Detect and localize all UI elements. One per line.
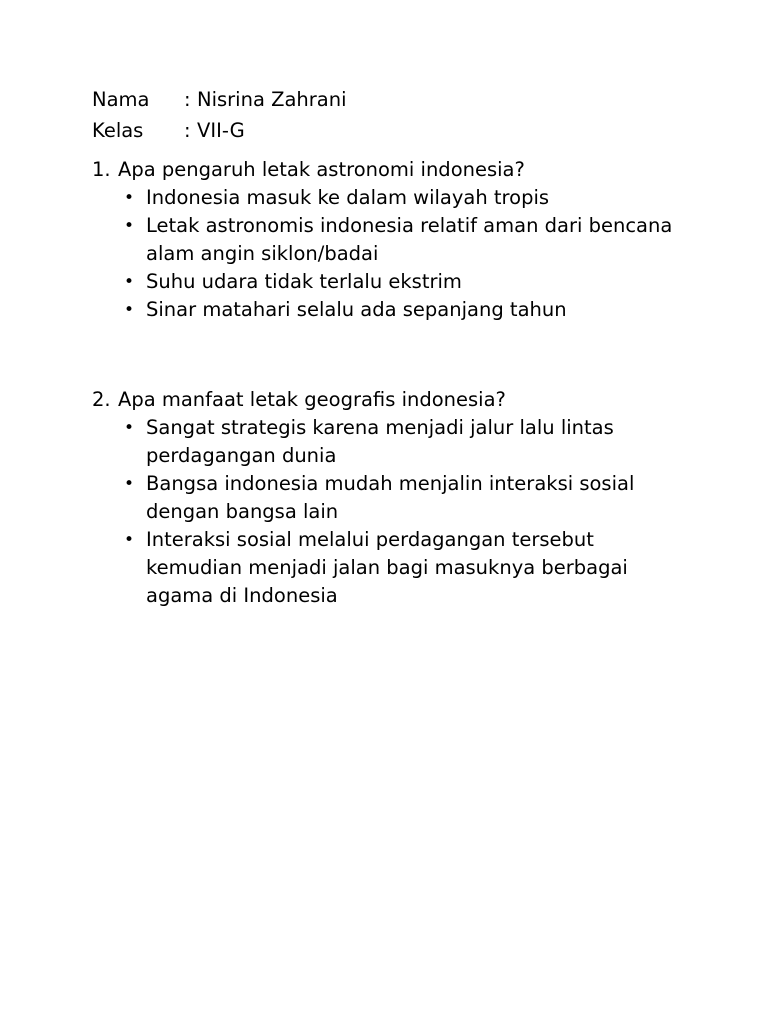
bullet-icon: • [124, 300, 135, 320]
document-body [92, 84, 692, 610]
student-name-label: Nama [92, 88, 150, 111]
question-1-text: Apa pengaruh letak astronomi indonesia? [118, 158, 525, 181]
list-item-text: Suhu udara tidak terlalu ekstrim [146, 270, 462, 293]
list-item [92, 526, 692, 610]
question-1-row [92, 156, 692, 184]
question-block-2 [92, 386, 692, 610]
list-item-text: Letak astronomis indonesia relatif aman dari bencana alam angin siklon/badai [146, 214, 673, 265]
student-class-label: Kelas [92, 119, 144, 142]
student-info-block [92, 84, 692, 146]
list-item [92, 184, 692, 212]
bullet-icon: • [124, 474, 135, 494]
list-item [92, 212, 692, 268]
bullet-icon: • [124, 216, 135, 236]
student-class-value: VII-G [197, 119, 245, 142]
bullet-icon: • [124, 418, 135, 438]
student-name-row [92, 84, 692, 115]
bullet-icon: • [124, 530, 135, 550]
list-item-text: Indonesia masuk ke dalam wilayah tropis [146, 186, 550, 209]
question-1-number: 1. [92, 158, 111, 181]
answer-list-1 [92, 184, 692, 324]
list-item [92, 296, 692, 324]
list-item [92, 470, 692, 526]
list-item [92, 268, 692, 296]
list-item-text: Bangsa indonesia mudah menjalin interaksi sosial dengan bangsa lain [146, 472, 635, 523]
student-class-separator: : [184, 119, 191, 142]
student-name-value: Nisrina Zahrani [197, 88, 347, 111]
question-2-text: Apa manfaat letak geografis indonesia? [118, 388, 506, 411]
question-2-row [92, 386, 692, 414]
list-item [92, 414, 692, 470]
list-item-text: Sinar matahari selalu ada sepanjang tahun [146, 298, 567, 321]
bullet-icon: • [124, 272, 135, 292]
student-class-row [92, 115, 692, 146]
answer-list-2 [92, 414, 692, 610]
list-item-text: Interaksi sosial melalui perdagangan tersebut kemudian menjadi jalan bagi masuknya berbagai agama di Indonesia [146, 528, 628, 607]
student-name-separator: : [184, 88, 191, 111]
question-block-1 [92, 156, 692, 324]
bullet-icon: • [124, 188, 135, 208]
question-2-number: 2. [92, 388, 111, 411]
list-item-text: Sangat strategis karena menjadi jalur lalu lintas perdagangan dunia [146, 416, 614, 467]
